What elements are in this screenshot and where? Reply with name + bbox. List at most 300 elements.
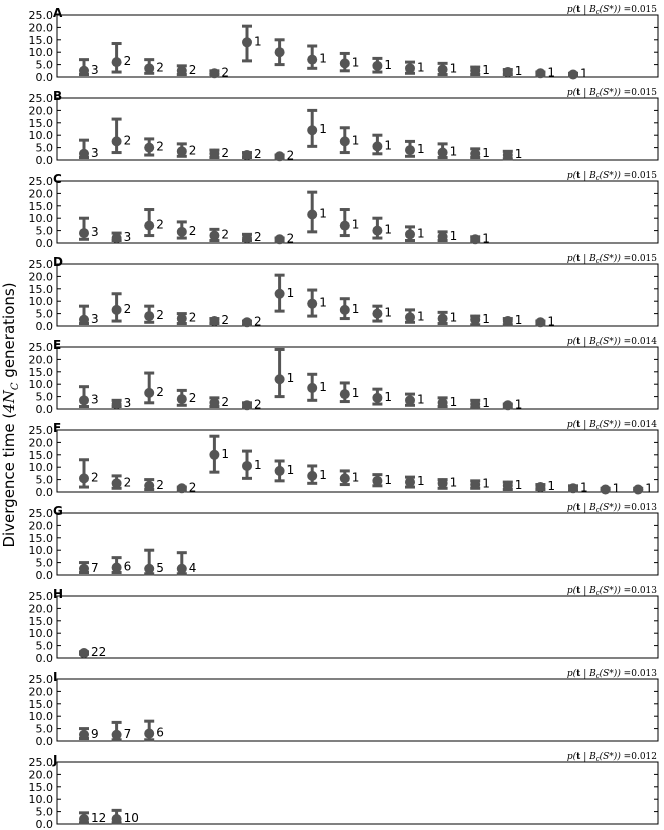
y-tick-label: 10.0 xyxy=(28,544,53,558)
y-tick-label: 5.0 xyxy=(35,722,53,736)
data-point xyxy=(112,119,132,152)
data-point xyxy=(307,290,327,316)
point-marker xyxy=(112,233,122,243)
point-marker xyxy=(242,400,252,410)
data-point xyxy=(340,53,360,70)
point-count-label: 1 xyxy=(384,138,393,153)
data-point xyxy=(177,553,197,575)
point-count-label: 5 xyxy=(156,560,164,575)
y-tick-label: 15.0 xyxy=(28,199,53,213)
panel-letter: H xyxy=(53,587,64,601)
point-marker xyxy=(340,221,350,231)
data-point xyxy=(470,146,490,160)
data-point xyxy=(144,139,164,155)
y-tick-label: 15.0 xyxy=(28,531,53,545)
point-count-label: 1 xyxy=(254,34,262,49)
panel-i xyxy=(29,668,659,748)
plot-frame xyxy=(57,181,658,246)
point-count-label: 1 xyxy=(286,462,295,477)
data-point xyxy=(503,478,523,492)
point-count-label: 22 xyxy=(91,645,107,660)
point-count-label: 2 xyxy=(254,314,262,329)
panel-a xyxy=(29,4,659,84)
point-count-label: 6 xyxy=(156,725,164,740)
data-point xyxy=(307,46,327,68)
point-marker xyxy=(405,312,415,322)
data-point xyxy=(340,210,360,236)
data-point xyxy=(372,58,392,72)
data-point xyxy=(112,44,132,73)
point-marker xyxy=(470,399,480,409)
point-count-label: 2 xyxy=(254,397,262,412)
data-point xyxy=(144,60,164,75)
point-marker xyxy=(535,482,545,492)
point-count-label: 1 xyxy=(351,386,360,401)
y-tick-label: 0.0 xyxy=(35,154,53,167)
point-count-label: 9 xyxy=(91,726,99,741)
point-count-label: 1 xyxy=(449,61,458,76)
point-count-label: 3 xyxy=(91,311,99,326)
point-count-label: 1 xyxy=(319,295,327,310)
point-marker xyxy=(535,317,545,327)
data-point xyxy=(209,228,229,242)
y-tick-label: 5.0 xyxy=(35,473,53,487)
data-point xyxy=(307,374,327,400)
point-marker xyxy=(503,67,513,77)
y-axis-label: Divergence time ($4N_C$ generations) xyxy=(0,282,21,548)
point-marker xyxy=(144,564,154,574)
data-point xyxy=(535,479,555,493)
point-count-label: 10 xyxy=(123,811,139,826)
data-point xyxy=(79,645,106,659)
point-marker xyxy=(112,563,122,573)
point-marker xyxy=(144,143,154,153)
point-marker xyxy=(307,383,317,393)
data-point xyxy=(405,474,425,488)
point-marker xyxy=(79,473,89,483)
point-marker xyxy=(438,478,448,488)
point-marker xyxy=(177,227,187,237)
point-marker xyxy=(242,37,252,47)
point-count-label: 3 xyxy=(123,396,132,411)
y-tick-label: 5.0 xyxy=(35,224,53,238)
point-count-label: 7 xyxy=(123,726,132,741)
point-count-label: 3 xyxy=(91,145,99,160)
y-tick-label: 0.0 xyxy=(35,569,53,582)
point-marker xyxy=(405,477,415,487)
y-tick-label: 15.0 xyxy=(28,614,53,628)
y-tick-label: 10.0 xyxy=(28,710,53,724)
point-marker xyxy=(340,473,350,483)
data-point xyxy=(79,218,99,239)
point-count-label: 1 xyxy=(319,51,327,66)
point-count-label: 3 xyxy=(91,62,99,77)
point-count-label: 1 xyxy=(351,217,360,232)
point-count-label: 2 xyxy=(188,391,197,406)
point-count-label: 1 xyxy=(417,60,425,75)
point-marker xyxy=(372,141,382,151)
panel-d xyxy=(29,253,659,333)
point-count-label: 2 xyxy=(156,477,164,492)
data-point xyxy=(242,147,262,161)
point-marker xyxy=(209,68,219,78)
point-marker xyxy=(372,309,382,319)
data-point xyxy=(112,475,132,489)
data-point xyxy=(242,397,262,411)
data-point xyxy=(209,313,229,327)
point-count-label: 1 xyxy=(221,446,230,461)
data-point xyxy=(275,148,295,162)
point-count-label: 2 xyxy=(188,143,197,158)
panel-g xyxy=(29,502,659,582)
point-count-label: 2 xyxy=(254,147,262,162)
point-count-label: 1 xyxy=(351,55,360,70)
y-tick-label: 10.0 xyxy=(28,378,53,392)
point-marker xyxy=(79,730,89,740)
panel-letter: I xyxy=(53,670,58,684)
point-marker xyxy=(372,226,382,236)
point-marker xyxy=(242,317,252,327)
data-point xyxy=(177,390,197,405)
y-tick-label: 15.0 xyxy=(28,365,53,379)
point-marker xyxy=(144,311,154,321)
point-count-label: 1 xyxy=(417,309,425,324)
y-tick-label: 25.0 xyxy=(28,92,53,105)
data-point xyxy=(275,231,295,245)
point-marker xyxy=(405,63,415,73)
point-marker xyxy=(470,66,480,76)
point-marker xyxy=(79,228,89,238)
data-point xyxy=(372,389,392,404)
data-point xyxy=(601,482,621,496)
point-count-label: 1 xyxy=(351,470,360,485)
data-point xyxy=(177,222,197,238)
point-marker xyxy=(144,221,154,231)
y-tick-label: 25.0 xyxy=(28,756,53,769)
point-marker xyxy=(177,564,187,574)
point-marker xyxy=(177,314,187,324)
data-point xyxy=(79,811,106,825)
data-point xyxy=(438,311,458,325)
point-marker xyxy=(470,149,480,159)
panel-letter: F xyxy=(53,421,62,435)
point-count-label: 1 xyxy=(482,62,490,77)
data-point xyxy=(79,140,99,160)
point-marker xyxy=(209,316,219,326)
point-marker xyxy=(79,564,89,574)
point-count-label: 1 xyxy=(514,64,523,79)
y-tick-label: 0.0 xyxy=(35,486,53,499)
data-point xyxy=(405,392,425,406)
point-count-label: 1 xyxy=(319,122,327,137)
panel-e xyxy=(29,336,659,416)
data-point xyxy=(470,396,490,410)
point-count-label: 1 xyxy=(514,147,523,162)
point-count-label: 1 xyxy=(547,314,556,329)
point-marker xyxy=(438,398,448,408)
data-point xyxy=(307,466,327,483)
y-tick-label: 0.0 xyxy=(35,818,53,830)
point-marker xyxy=(307,55,317,65)
point-marker xyxy=(79,315,89,325)
y-axis-label-group xyxy=(0,282,21,547)
data-point xyxy=(405,226,425,240)
point-marker xyxy=(242,233,252,243)
point-marker xyxy=(177,146,187,156)
y-tick-label: 20.0 xyxy=(28,353,53,367)
point-marker xyxy=(144,729,154,739)
panel-f xyxy=(29,419,659,499)
data-point xyxy=(177,63,197,77)
y-tick-label: 25.0 xyxy=(28,673,53,686)
point-marker xyxy=(438,232,448,242)
data-point xyxy=(438,144,458,159)
point-marker xyxy=(112,136,122,146)
point-marker xyxy=(177,394,187,404)
y-tick-label: 25.0 xyxy=(28,175,53,188)
panel-probability: p(t | $B_c(S*)) =0.013$ xyxy=(566,503,657,514)
point-marker xyxy=(601,485,611,495)
point-count-label: 1 xyxy=(449,475,458,490)
data-point xyxy=(340,128,360,153)
point-marker xyxy=(405,395,415,405)
y-tick-label: 25.0 xyxy=(28,590,53,603)
data-point xyxy=(405,309,425,323)
point-count-label: 1 xyxy=(482,476,490,491)
y-tick-label: 20.0 xyxy=(28,21,53,35)
point-count-label: 1 xyxy=(384,389,393,404)
point-marker xyxy=(209,398,219,408)
data-point xyxy=(372,218,392,238)
data-point xyxy=(242,451,262,478)
data-point xyxy=(372,306,392,321)
data-point xyxy=(242,230,262,244)
data-point xyxy=(79,460,99,487)
panel-letter: D xyxy=(53,255,63,269)
data-point xyxy=(503,64,523,78)
y-tick-label: 0.0 xyxy=(35,320,53,333)
point-count-label: 1 xyxy=(319,379,327,394)
panel-letter: G xyxy=(53,504,63,518)
point-marker xyxy=(340,136,350,146)
y-tick-label: 20.0 xyxy=(28,104,53,118)
point-marker xyxy=(275,374,285,384)
data-point xyxy=(144,210,164,236)
point-marker xyxy=(503,400,513,410)
panel-c xyxy=(29,170,659,250)
data-point xyxy=(79,60,99,77)
data-point xyxy=(112,558,132,574)
point-count-label: 2 xyxy=(123,475,132,490)
panel-probability: p(t | $B_c(S*)) =0.015$ xyxy=(566,254,657,265)
point-count-label: 2 xyxy=(188,310,197,325)
point-marker xyxy=(372,393,382,403)
data-point xyxy=(438,62,458,76)
point-marker xyxy=(209,231,219,241)
panel-letter: B xyxy=(53,89,63,103)
point-marker xyxy=(144,388,154,398)
point-marker xyxy=(177,66,187,76)
point-marker xyxy=(177,483,187,493)
point-count-label: 1 xyxy=(514,397,523,412)
point-marker xyxy=(438,314,448,324)
point-marker xyxy=(112,730,122,740)
point-count-label: 2 xyxy=(286,148,295,163)
point-count-label: 1 xyxy=(417,392,425,407)
data-point xyxy=(307,110,327,146)
y-tick-label: 20.0 xyxy=(28,270,53,284)
panel-letter: E xyxy=(53,338,62,352)
y-tick-label: 5.0 xyxy=(35,141,53,155)
y-tick-label: 0.0 xyxy=(35,735,53,748)
point-marker xyxy=(275,289,285,299)
y-tick-label: 10.0 xyxy=(28,212,53,226)
point-marker xyxy=(568,483,578,493)
y-tick-label: 10.0 xyxy=(28,129,53,143)
point-count-label: 1 xyxy=(254,457,262,472)
point-marker xyxy=(242,150,252,160)
panel-probability: p(t | $B_c(S*)) =0.015$ xyxy=(566,171,657,182)
data-point xyxy=(372,473,392,487)
point-marker xyxy=(79,814,89,824)
y-tick-label: 25.0 xyxy=(28,424,53,437)
point-count-label: 1 xyxy=(417,142,425,157)
point-marker xyxy=(112,305,122,315)
y-tick-label: 15.0 xyxy=(28,697,53,711)
point-count-label: 2 xyxy=(221,227,230,242)
data-point xyxy=(177,311,197,325)
y-tick-label: 0.0 xyxy=(35,403,53,416)
point-marker xyxy=(307,209,317,219)
point-count-label: 1 xyxy=(384,222,393,237)
point-count-label: 2 xyxy=(221,145,230,160)
point-marker xyxy=(209,149,219,159)
data-point xyxy=(209,395,229,409)
data-point xyxy=(503,147,523,161)
point-marker xyxy=(340,58,350,68)
point-marker xyxy=(79,66,89,76)
point-count-label: 2 xyxy=(156,60,164,75)
y-tick-label: 15.0 xyxy=(28,116,53,130)
panel-h xyxy=(29,585,659,665)
point-marker xyxy=(470,315,480,325)
y-tick-label: 25.0 xyxy=(28,258,53,271)
point-count-label: 1 xyxy=(286,371,295,386)
point-count-label: 1 xyxy=(547,65,556,80)
panels xyxy=(29,4,659,830)
point-marker xyxy=(112,478,122,488)
point-count-label: 7 xyxy=(91,560,99,575)
point-marker xyxy=(503,481,513,491)
point-marker xyxy=(242,461,252,471)
data-point xyxy=(535,65,555,79)
point-count-label: 1 xyxy=(384,57,393,72)
data-point xyxy=(275,275,295,311)
point-count-label: 3 xyxy=(123,230,132,245)
y-tick-label: 15.0 xyxy=(28,282,53,296)
y-tick-label: 10.0 xyxy=(28,793,53,807)
data-point xyxy=(568,480,588,494)
point-count-label: 2 xyxy=(221,65,230,80)
y-tick-label: 10.0 xyxy=(28,461,53,475)
point-count-label: 2 xyxy=(123,54,132,69)
panel-j xyxy=(29,751,659,830)
data-point xyxy=(275,40,285,65)
data-point xyxy=(177,480,197,494)
panel-letter: J xyxy=(53,753,58,767)
panel-probability: p(t | $B_c(S*)) =0.014$ xyxy=(566,337,657,348)
y-tick-label: 20.0 xyxy=(28,519,53,533)
data-point xyxy=(242,26,262,61)
data-point xyxy=(470,312,490,326)
point-marker xyxy=(405,229,415,239)
point-count-label: 2 xyxy=(123,133,132,148)
point-marker xyxy=(535,68,545,78)
data-point xyxy=(405,141,425,156)
point-marker xyxy=(275,466,285,476)
point-marker xyxy=(503,316,513,326)
point-count-label: 2 xyxy=(221,313,230,328)
point-count-label: 2 xyxy=(156,139,164,154)
point-count-label: 1 xyxy=(417,474,425,489)
point-count-label: 2 xyxy=(188,480,197,495)
data-point xyxy=(275,461,295,481)
data-point xyxy=(79,727,99,741)
point-marker xyxy=(307,299,317,309)
y-tick-label: 25.0 xyxy=(28,341,53,354)
data-point xyxy=(405,60,425,74)
y-tick-label: 0.0 xyxy=(35,652,53,665)
data-point xyxy=(79,306,99,326)
data-point xyxy=(470,477,490,491)
y-tick-label: 0.0 xyxy=(35,71,53,84)
data-point xyxy=(633,482,653,496)
point-count-label: 3 xyxy=(91,225,99,240)
point-count-label: 1 xyxy=(319,206,327,221)
data-point xyxy=(340,470,360,484)
point-count-label: 1 xyxy=(482,396,490,411)
y-tick-label: 5.0 xyxy=(35,58,53,72)
data-point xyxy=(144,306,164,322)
data-point xyxy=(503,397,523,411)
data-point xyxy=(112,722,132,740)
y-tick-label: 5.0 xyxy=(35,639,53,653)
point-count-label: 1 xyxy=(449,310,458,325)
y-tick-label: 20.0 xyxy=(28,436,53,450)
point-count-label: 1 xyxy=(384,305,393,320)
data-point xyxy=(340,299,360,319)
point-count-label: 1 xyxy=(351,301,360,316)
panel-probability: p(t | $B_c(S*)) =0.015$ xyxy=(566,88,657,99)
data-point xyxy=(79,561,99,575)
panel-probability: p(t | $B_c(S*)) =0.015$ xyxy=(566,5,657,16)
data-point xyxy=(209,436,229,472)
point-marker xyxy=(470,480,480,490)
point-marker xyxy=(307,125,317,135)
y-tick-label: 10.0 xyxy=(28,295,53,309)
point-count-label: 12 xyxy=(91,811,107,826)
point-marker xyxy=(633,485,643,495)
point-count-label: 1 xyxy=(417,226,425,241)
point-marker xyxy=(372,476,382,486)
y-tick-label: 5.0 xyxy=(35,390,53,404)
data-point xyxy=(307,192,327,232)
y-tick-label: 5.0 xyxy=(35,805,53,819)
data-point xyxy=(209,146,229,160)
point-marker xyxy=(568,70,578,80)
point-marker xyxy=(275,151,285,161)
point-count-label: 1 xyxy=(482,311,490,326)
